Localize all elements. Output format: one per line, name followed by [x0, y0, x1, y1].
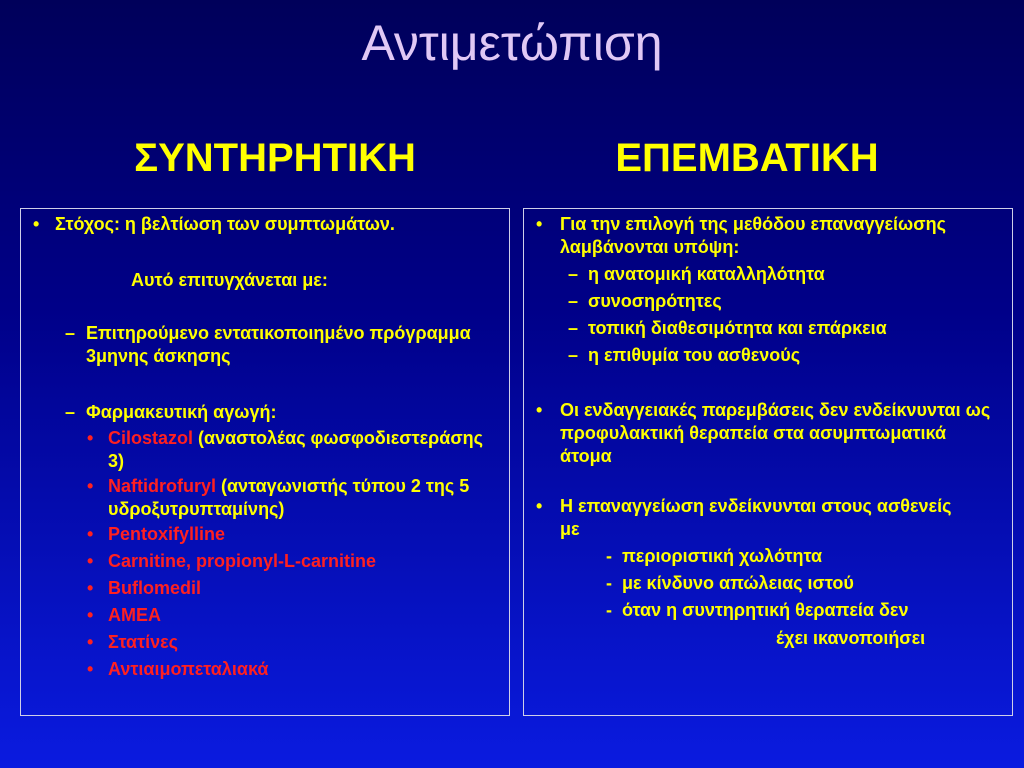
bullet-marker: • [87, 524, 94, 544]
drug-name: Naftidrofuryl [108, 476, 216, 496]
exercise-text: Επιτηρούμενο εντατικοποιημένο πρόγραμμα 3μηνης άσκησης [86, 323, 471, 366]
factor-item [568, 290, 988, 313]
drug-therapy-item [65, 401, 485, 424]
drug-item [87, 631, 497, 654]
intro-item [536, 213, 966, 259]
condition-text: περιοριστική χωλότητα [622, 546, 823, 566]
factor-item [568, 317, 988, 340]
drug-name: ΑΜΕΑ [108, 605, 161, 625]
slide-title: Αντιμετώπιση [361, 15, 663, 71]
conservative-panel [20, 208, 510, 716]
drug-therapy-text: Φαρμακευτική αγωγή: [86, 402, 277, 422]
indicated-item [536, 495, 966, 541]
bullet-marker: • [87, 578, 94, 598]
drug-name: Στατίνες [108, 632, 179, 652]
condition-item [606, 572, 996, 595]
factor-item [568, 263, 988, 286]
hyphen-marker: - [606, 600, 612, 620]
indicated-text: Η επαναγγείωση ενδείκνυνται στους ασθενείς με [560, 496, 952, 539]
drug-item [87, 604, 497, 627]
interventional-panel [523, 208, 1013, 716]
bullet-marker: • [536, 400, 543, 420]
bullet-marker: • [87, 551, 94, 571]
achieved-text: Αυτό επιτυγχάνεται με: [131, 270, 328, 290]
hyphen-marker: - [606, 546, 612, 566]
dash-marker: – [65, 402, 76, 422]
condition-item [606, 545, 996, 568]
exercise-item [65, 322, 485, 368]
drug-name: Cilostazol [108, 428, 194, 448]
dash-marker: – [568, 318, 579, 338]
bullet-marker: • [33, 214, 40, 234]
endovascular-text: Οι ενδαγγειακές παρεμβάσεις δεν ενδείκνυνται ως προφυλακτική θεραπεία στα ασυμπτωματικά άτομα [560, 400, 991, 466]
drug-name: Carnitine, propionyl-L-carnitine [108, 551, 377, 571]
drug-item [87, 550, 497, 573]
bullet-marker: • [87, 659, 94, 679]
condition-item [606, 599, 996, 622]
bullet-marker: • [87, 605, 94, 625]
dash-marker: – [568, 264, 579, 284]
condition-continuation: έχει ικανοποιήσει [776, 628, 926, 648]
condition-text: όταν η συντηρητική θεραπεία δεν [622, 600, 909, 620]
drug-item [87, 475, 497, 521]
drug-item [87, 658, 497, 681]
factor-item [568, 344, 988, 367]
interventional-heading: ΕΠΕΜΒΑΤΙΚΗ [615, 136, 879, 180]
drug-name: Pentoxifylline [108, 524, 226, 544]
factor-text: η επιθυμία του ασθενούς [588, 345, 801, 365]
endovascular-item [536, 399, 1001, 468]
drug-name: Αντιαιμοπεταλιακά [108, 659, 269, 679]
conservative-heading: ΣΥΝΤΗΡΗΤΙΚΗ [134, 136, 416, 180]
bullet-marker: • [536, 496, 543, 516]
intro-text: Για την επιλογή της μεθόδου επαναγγείωσης λαμβάνονται υπόψη: [560, 214, 946, 257]
drug-item [87, 523, 497, 546]
goal-text: Στόχος: η βελτίωση των συμπτωμάτων. [55, 214, 395, 234]
drug-item [87, 427, 497, 473]
factor-text: συνοσηρότητες [588, 291, 722, 311]
goal-item [33, 213, 503, 236]
bullet-marker: • [536, 214, 543, 234]
drug-desc: (αναστολέας φωσφοδιεστεράσης 3) [108, 428, 484, 471]
factor-text: η ανατομική καταλληλότητα [588, 264, 825, 284]
hyphen-marker: - [606, 573, 612, 593]
drug-item [87, 577, 497, 600]
factor-text: τοπική διαθεσιμότητα και επάρκεια [588, 318, 887, 338]
dash-marker: – [65, 323, 76, 343]
drug-desc: (ανταγωνιστής τύπου 2 της 5 υδροξυτρυπταμίνης) [108, 476, 470, 519]
dash-marker: – [568, 291, 579, 311]
bullet-marker: • [87, 428, 94, 448]
bullet-marker: • [87, 632, 94, 652]
dash-marker: – [568, 345, 579, 365]
drug-name: Buflomedil [108, 578, 201, 598]
condition-text: με κίνδυνο απώλειας ιστού [622, 573, 854, 593]
bullet-marker: • [87, 476, 94, 496]
